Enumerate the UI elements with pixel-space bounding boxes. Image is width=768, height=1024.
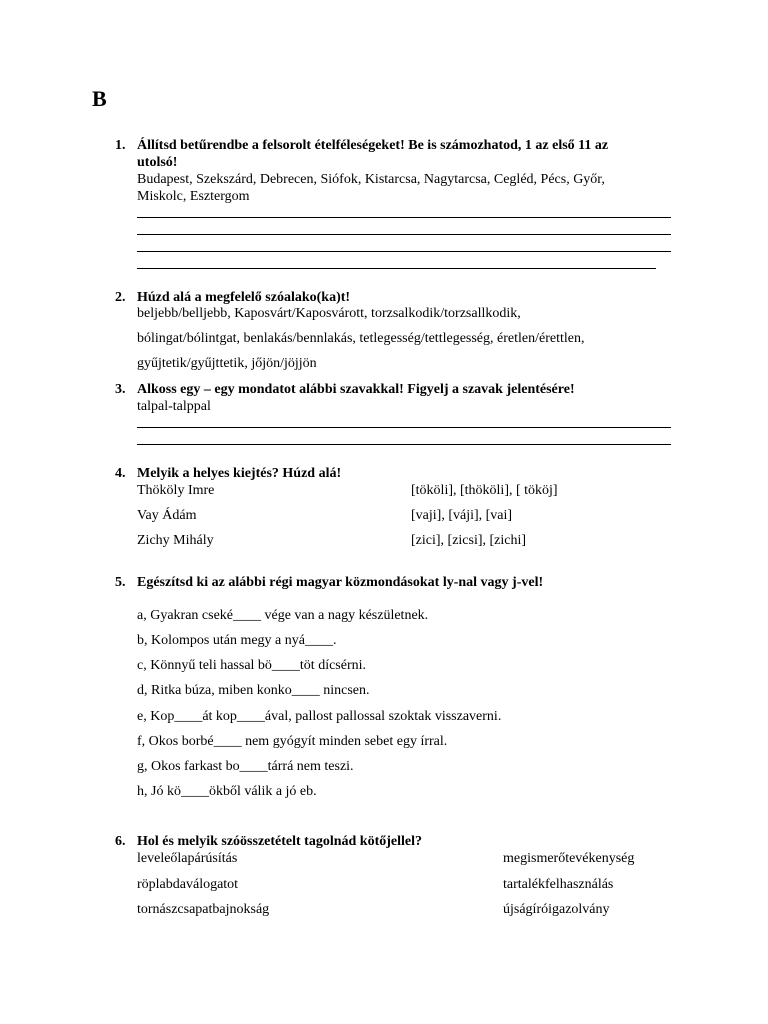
q1-answer-line-4[interactable] (137, 268, 656, 269)
q6-right-word-2[interactable]: tartalékfelhasználás (503, 877, 614, 892)
q2-words-line3[interactable]: gyűjtetik/gyűjttetik, jőjön/jöjjön (137, 356, 317, 371)
q1-answer-line-1[interactable] (137, 217, 671, 218)
q4-name-3: Zichy Mihály (137, 533, 214, 548)
q6-right-word-3[interactable]: újságíróigazolvány (503, 902, 610, 917)
q3-title: Alkoss egy – egy mondatot alábbi szavakkal! Figyelj a szavak jelentésére! (137, 382, 575, 397)
q6-left-word-2[interactable]: röplabdaválogatot (137, 877, 239, 892)
q5-item-g[interactable]: g, Okos farkast bo____tárrá nem teszi. (137, 759, 354, 774)
q4-options-2[interactable]: [vaji], [váji], [vai] (411, 508, 513, 523)
q5-item-a[interactable]: a, Gyakran cseké____ vége van a nagy készületnek. (137, 608, 429, 623)
section-letter: B (92, 86, 107, 111)
q1-answer-line-3[interactable] (137, 251, 671, 252)
q4-title: Melyik a helyes kiejtés? Húzd alá! (137, 466, 342, 481)
q5-title: Egészítsd ki az alábbi régi magyar közmondásokat ly-nal vagy j-vel! (137, 575, 544, 590)
q2-number: 2. (115, 290, 126, 305)
q4-options-1[interactable]: [tököli], [thököli], [ tököj] (411, 483, 558, 498)
q1-text-line2: Miskolc, Esztergom (137, 189, 250, 204)
q5-item-d[interactable]: d, Ritka búza, miben konko____ nincsen. (137, 683, 370, 698)
q2-title: Húzd alá a megfelelő szóalako(ka)t! (137, 290, 351, 305)
q4-name-1: Thököly Imre (137, 483, 215, 498)
q1-number: 1. (115, 138, 126, 153)
q1-title-line1: Állítsd betűrendbe a felsorolt ételféleségeket! Be is számozhatod, 1 az első 11 az (137, 138, 609, 153)
q1-title-line2: utolsó! (137, 155, 178, 170)
q4-options-3[interactable]: [zici], [zicsi], [zichi] (411, 533, 527, 548)
q5-item-b[interactable]: b, Kolompos után megy a nyá____. (137, 633, 337, 648)
q6-number: 6. (115, 834, 126, 849)
q2-words-line1[interactable]: beljebb/belljebb, Kaposvárt/Kaposvárott, torzsalkodik/torzsallkodik, (137, 306, 521, 321)
q3-number: 3. (115, 382, 126, 397)
q6-left-word-3[interactable]: tornászcsapatbajnokság (137, 902, 270, 917)
q2-words-line2[interactable]: bólingat/bólintgat, benlakás/bennlakás, tetlegesség/tettlegesség, éretlen/érettlen, (137, 331, 585, 346)
q3-answer-line-1[interactable] (137, 427, 671, 428)
q5-number: 5. (115, 575, 126, 590)
q5-item-f[interactable]: f, Okos borbé____ nem gyógyít minden sebet egy írral. (137, 734, 448, 749)
q3-answer-line-2[interactable] (137, 444, 671, 445)
q5-item-e[interactable]: e, Kop____át kop____ával, pallost pallossal szoktak visszaverni. (137, 709, 502, 724)
q4-name-2: Vay Ádám (137, 508, 197, 523)
q1-text-line1: Budapest, Szekszárd, Debrecen, Siófok, Kistarcsa, Nagytarcsa, Cegléd, Pécs, Győr, (137, 172, 605, 187)
q5-item-h[interactable]: h, Jó kö____ökből válik a jó eb. (137, 784, 317, 799)
q3-word: talpal-talppal (137, 399, 211, 414)
q4-number: 4. (115, 466, 126, 481)
q6-left-word-1[interactable]: leveleőlapárúsítás (137, 851, 238, 866)
q6-title: Hol és melyik szóösszetételt tagolnád kötőjellel? (137, 834, 423, 849)
q1-answer-line-2[interactable] (137, 234, 671, 235)
q5-item-c[interactable]: c, Könnyű teli hassal bö____töt dícsérni. (137, 658, 367, 673)
q6-right-word-1[interactable]: megismerőtevékenység (503, 851, 635, 866)
